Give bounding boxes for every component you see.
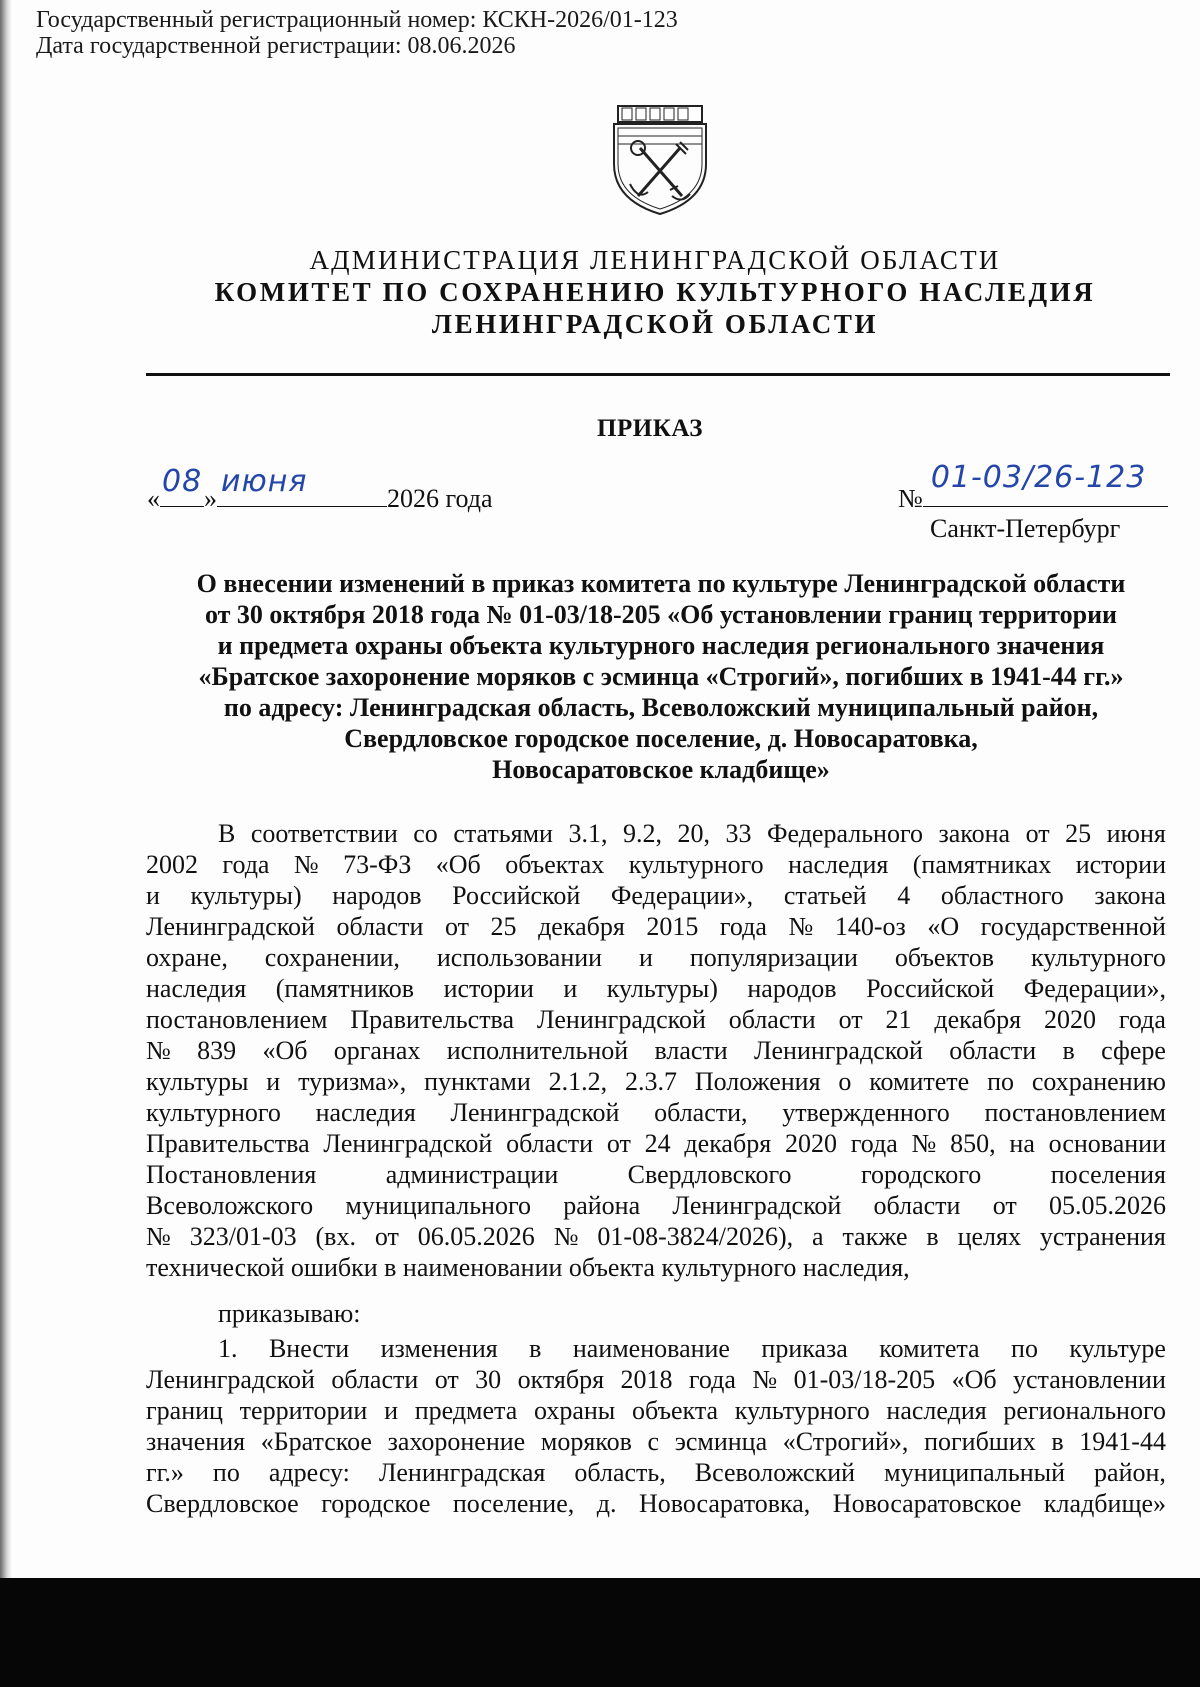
preamble-line: технической ошибки в наименовании объекта культурного наследия,: [146, 1253, 910, 1282]
word: Свердловское: [146, 1489, 299, 1518]
word: комитета: [879, 1334, 980, 1363]
word: «Братское: [260, 1427, 372, 1456]
item-1-line: [146, 1395, 1166, 1426]
word: утвержденного: [782, 1098, 950, 1127]
word: установлении: [1013, 1365, 1166, 1394]
word: а: [812, 1222, 824, 1251]
word: закона: [1094, 881, 1166, 910]
word: культурного: [146, 1098, 281, 1127]
title-line: Свердловское городское поселение, д. Новосаратовка,: [344, 724, 978, 753]
word: пунктами: [424, 1067, 531, 1096]
word: органах: [333, 1036, 421, 1065]
word: года: [719, 912, 767, 941]
word: Ленинградской: [146, 912, 315, 941]
word: Ленинградской: [672, 1191, 842, 1220]
document-date: [147, 464, 493, 514]
committee-name: КОМИТЕТ ПО СОХРАНЕНИЮ КУЛЬТУРНОГО НАСЛЕДИЯ: [214, 277, 1096, 307]
word: области: [331, 1365, 419, 1394]
word: городское: [321, 1489, 431, 1518]
date-open-quote: «: [147, 484, 160, 513]
preamble-line: [146, 1066, 1166, 1097]
preamble-line: [146, 880, 1166, 911]
word: адресу:: [268, 1458, 350, 1487]
word: Ленинградской: [754, 1036, 923, 1065]
word: культуры): [606, 974, 718, 1003]
preamble-line: [146, 1159, 1166, 1190]
word: погибших: [924, 1427, 1036, 1456]
word: №: [146, 1036, 171, 1065]
word: «Об: [951, 1365, 997, 1394]
word: «Об: [262, 1036, 308, 1065]
word: 2015: [646, 912, 699, 941]
item-1-line: [146, 1488, 1166, 1519]
word: наследия: [788, 850, 889, 879]
word: и: [384, 1396, 398, 1425]
word: Положения: [694, 1067, 821, 1096]
word: 01-08-3824/2026),: [597, 1222, 794, 1251]
word: 1941-44: [1079, 1427, 1166, 1456]
word: 2020: [784, 1129, 837, 1158]
word: истории: [443, 974, 534, 1003]
word: регионального: [1003, 1396, 1166, 1425]
word: Федерации»,: [1023, 974, 1166, 1003]
word: «О: [927, 912, 960, 941]
registration-stamp: [36, 7, 678, 59]
word: в: [1051, 1427, 1064, 1456]
word: 2.1.2,: [548, 1067, 608, 1096]
word: в: [926, 1222, 939, 1251]
word: области: [336, 912, 424, 941]
word: №: [293, 850, 319, 879]
word: в: [1062, 1036, 1075, 1065]
preamble-line: [146, 911, 1166, 942]
word: на: [1009, 1129, 1035, 1158]
word: охраны: [533, 1396, 616, 1425]
title-line: от 30 октября 2018 года № 01-03/18-205 «Об установлении границ территории: [204, 600, 1118, 629]
word: областного: [940, 881, 1064, 910]
word: по: [987, 1067, 1014, 1096]
word: 33: [725, 819, 752, 848]
preamble-paragraph: [146, 818, 1166, 1283]
item-1-line: [146, 1364, 1166, 1395]
word: наименование: [572, 1334, 730, 1363]
word: Ленинградской: [536, 1005, 706, 1034]
word: июня: [1106, 819, 1166, 848]
word: области: [949, 1036, 1037, 1065]
word: поселение,: [452, 1489, 575, 1518]
word: №: [911, 1129, 937, 1158]
word: Всеволожский: [694, 1458, 856, 1487]
date-day-handwritten: 08: [162, 464, 203, 499]
word: от: [606, 1129, 631, 1158]
word: Правительства: [146, 1129, 310, 1158]
word: сохранению: [1031, 1067, 1166, 1096]
word: также: [842, 1222, 908, 1251]
word: народов: [332, 881, 422, 910]
word: области: [873, 1191, 961, 1220]
preamble-line: [146, 818, 1166, 849]
word: основании: [1048, 1129, 1166, 1158]
number-handwritten: 01-03/26-123: [930, 460, 1147, 495]
date-day-field: [160, 464, 204, 507]
date-month-field: [217, 464, 387, 507]
document-place: Санкт-Петербург: [930, 514, 1121, 543]
word: поселения: [1050, 1160, 1166, 1189]
word: Федерации»,: [610, 881, 754, 910]
word: комитете: [869, 1067, 970, 1096]
word: в: [529, 1334, 542, 1363]
word: (памятников: [275, 974, 415, 1003]
word: культурного: [734, 1396, 870, 1425]
word: объектах: [505, 850, 605, 879]
word: постановлением: [984, 1098, 1166, 1127]
preamble-line: [146, 849, 1166, 880]
scan-edge-shadow: [0, 0, 12, 1580]
word: 25: [490, 912, 517, 941]
word: туризма»,: [298, 1067, 407, 1096]
preamble-line: [146, 1004, 1166, 1035]
word: сфере: [1101, 1036, 1166, 1065]
word: культурного: [1031, 943, 1166, 972]
word: территории: [239, 1396, 368, 1425]
word: со: [413, 819, 438, 848]
word: объекта: [631, 1396, 719, 1425]
word: изменения: [380, 1334, 498, 1363]
word: устранения: [1039, 1222, 1166, 1251]
word: с: [647, 1427, 660, 1456]
word: границ: [146, 1396, 223, 1425]
word: закона: [938, 819, 1011, 848]
word: года: [688, 1365, 736, 1394]
word: и: [639, 943, 653, 972]
title-line: и предмета охраны объекта культурного наследия регионального значения: [217, 631, 1105, 660]
preamble-line: [146, 1128, 1166, 1159]
word: 9.2,: [622, 819, 662, 848]
word: области: [728, 1005, 816, 1034]
word: культуры: [146, 1067, 249, 1096]
word: Федерального: [766, 819, 923, 848]
word: (вх.: [315, 1222, 356, 1251]
title-line: О внесении изменений в приказ комитета по культуре Ленинградской области: [196, 569, 1126, 598]
word: и: [146, 881, 160, 910]
title-line: по адресу: Ленинградская область, Всеволожский муниципальный район,: [223, 693, 1099, 722]
word: №: [553, 1222, 579, 1251]
word: использовании: [436, 943, 603, 972]
preamble-line: [146, 1221, 1166, 1252]
word: исполнительной: [446, 1036, 629, 1065]
word: администрации: [385, 1160, 559, 1189]
word: наследия: [146, 974, 247, 1003]
word: Правительства: [350, 1005, 515, 1034]
scan-bottom-border: [0, 1578, 1200, 1687]
document-type: ПРИКАЗ: [597, 415, 703, 442]
word: захоронение: [387, 1427, 526, 1456]
word: Ленинградская: [378, 1458, 546, 1487]
word: 2020: [1044, 1005, 1096, 1034]
word: декабря: [538, 912, 625, 941]
word: эсминца: [674, 1427, 768, 1456]
word: 25: [1065, 819, 1092, 848]
title-line: Новосаратовское кладбище»: [492, 755, 830, 784]
word: Российской: [866, 974, 995, 1003]
word: наследия: [315, 1098, 416, 1127]
preamble-line: [146, 1097, 1166, 1128]
word: №: [146, 1222, 171, 1251]
word: области,: [654, 1098, 748, 1127]
word: 140-оз: [834, 912, 906, 941]
number-field: [923, 460, 1168, 507]
word: года: [850, 1129, 898, 1158]
word: 323/01-03: [189, 1222, 297, 1251]
word: Российской: [452, 881, 581, 910]
preamble-line: [146, 1035, 1166, 1066]
word: от: [434, 1365, 459, 1394]
word: предмета: [414, 1396, 518, 1425]
word: «Строгий»,: [782, 1427, 909, 1456]
word: соответствии: [250, 819, 398, 848]
date-close-quote: »: [204, 484, 217, 513]
word: от: [1025, 819, 1050, 848]
coat-of-arms-icon: [608, 100, 712, 218]
word: 06.05.2026: [417, 1222, 535, 1251]
word: сохранении,: [264, 943, 400, 972]
word: 2002: [146, 850, 198, 879]
word: Ленинградской: [450, 1098, 620, 1127]
word: Новосаратовка,: [638, 1489, 811, 1518]
word: Всеволожского: [146, 1191, 314, 1220]
word: от: [992, 1191, 1017, 1220]
word: (памятниках: [912, 850, 1052, 879]
word: декабря: [934, 1005, 1022, 1034]
word: 3.1,: [568, 819, 608, 848]
item-1-line: [146, 1426, 1166, 1457]
date-year: 2026 года: [387, 484, 493, 513]
title-line: «Братское захоронение моряков с эсминца «Строгий», погибших в 1941-44 гг.»: [198, 662, 1124, 691]
word: постановлением: [146, 1005, 328, 1034]
word: д.: [596, 1489, 617, 1518]
word: «Об: [435, 850, 481, 879]
word: 24: [644, 1129, 671, 1158]
preamble-line: [146, 973, 1166, 1004]
word: 73-ФЗ: [343, 850, 412, 879]
word: приказа: [761, 1334, 848, 1363]
word: статьями: [453, 819, 553, 848]
word: от: [444, 912, 469, 941]
word: городского: [860, 1160, 982, 1189]
document-title: [146, 568, 1176, 785]
word: октября: [517, 1365, 605, 1394]
word: 01-03/18-205: [793, 1365, 936, 1394]
word: власти: [654, 1036, 728, 1065]
preamble-line: [146, 1190, 1166, 1221]
word: Свердловского: [627, 1160, 792, 1189]
word: культуры): [190, 881, 302, 910]
word: 05.05.2026: [1048, 1191, 1166, 1220]
word: статьей: [783, 881, 867, 910]
word: 20,: [677, 819, 710, 848]
word: В: [218, 819, 236, 848]
number-prefix: №: [898, 484, 923, 513]
word: область,: [574, 1458, 666, 1487]
word: наследия: [886, 1396, 987, 1425]
word: и: [266, 1067, 281, 1096]
word: объектов: [894, 943, 995, 972]
word: Постановления: [146, 1160, 317, 1189]
word: гг.»: [146, 1458, 184, 1487]
word: 4: [897, 881, 911, 910]
registration-number: Государственный регистрационный номер: КСКН-2026/01-123: [36, 7, 678, 33]
date-month-handwritten: июня: [221, 464, 308, 499]
word: популяризации: [689, 943, 858, 972]
word: 850,: [950, 1129, 996, 1158]
word: 1.: [218, 1334, 238, 1363]
header-divider: [146, 373, 1170, 376]
registration-date: Дата государственной регистрации: 08.06.2026: [36, 33, 516, 59]
preamble-line: [146, 942, 1166, 973]
word: района: [563, 1191, 641, 1220]
word: кладбище»: [1043, 1489, 1166, 1518]
administration-name: АДМИНИСТРАЦИЯ ЛЕНИНГРАДСКОЙ ОБЛАСТИ: [309, 245, 1001, 275]
committee-region: ЛЕНИНГРАДСКОЙ ОБЛАСТИ: [431, 309, 879, 339]
document-number: [898, 460, 1168, 514]
word: года: [222, 850, 270, 879]
word: район,: [1094, 1458, 1166, 1487]
word: Новосаратовское: [832, 1489, 1022, 1518]
word: года: [1118, 1005, 1166, 1034]
word: охране,: [146, 943, 228, 972]
word: целях: [957, 1222, 1021, 1251]
order-word: приказываю:: [218, 1299, 361, 1328]
word: о: [838, 1067, 852, 1096]
word: государственной: [980, 912, 1166, 941]
word: 839: [197, 1036, 237, 1065]
word: культурного: [628, 850, 764, 879]
item-1-line: [146, 1333, 1166, 1364]
word: Внести: [268, 1334, 350, 1363]
word: по: [212, 1458, 240, 1487]
word: от: [838, 1005, 863, 1034]
word: №: [788, 912, 814, 941]
word: 2018: [620, 1365, 673, 1394]
word: и: [563, 974, 578, 1003]
word: культуре: [1069, 1334, 1166, 1363]
word: 30: [475, 1365, 502, 1394]
word: декабря: [684, 1129, 772, 1158]
word: от: [374, 1222, 399, 1251]
word: муниципального: [345, 1191, 531, 1220]
word: моряков: [540, 1427, 632, 1456]
word: значения: [146, 1427, 246, 1456]
word: народов: [747, 974, 837, 1003]
item-1-paragraph: [146, 1333, 1166, 1519]
word: области: [506, 1129, 594, 1158]
item-1-line: [146, 1457, 1166, 1488]
word: истории: [1075, 850, 1166, 879]
word: 21: [885, 1005, 912, 1034]
word: Ленинградской: [323, 1129, 493, 1158]
word: №: [752, 1365, 778, 1394]
word: по: [1011, 1334, 1038, 1363]
word: муниципальный: [884, 1458, 1066, 1487]
word: 2.3.7: [624, 1067, 677, 1096]
word: Ленинградской: [146, 1365, 315, 1394]
